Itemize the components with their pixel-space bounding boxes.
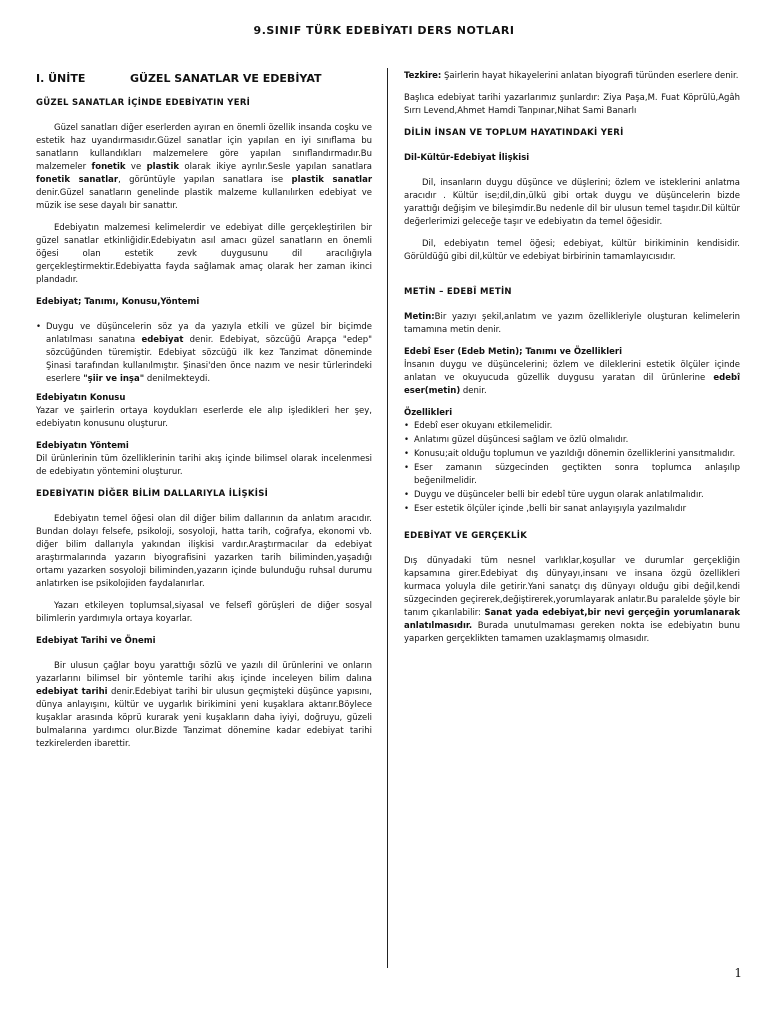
page-title: 9.SINIF TÜRK EDEBİYATI DERS NOTLARI [253, 24, 515, 37]
features-list [404, 420, 740, 516]
term-tezkire: Tezkire: [404, 71, 442, 81]
paragraph-literary-history: Bir ulusun çağlar boyu yarattığı sözlü ve yazılı dil ürünlerini ve onların yazarlarını bilimsel bir yöntemle tarihi akış içinde inceleyen bilim dalına edebiyat tarihi denir.Edebiyat tarihi bir ulusun geçmişteki düşünce yapısını, dünya anlayışını, kültür ve uygarlık birikimini yeni kuşaklara aktarır.Böylece kuşaklar arasında köprü kurarak yeni kuşakların daha iyiyi, doğruyu, güzeli bulmalarına yardımcı olur.Bizde Tanzimat dönemine kadar edebiyat tarihi tezkirelerden ibarettir. [36, 661, 372, 749]
paragraph-text-definition: Metin:Bir yazıyı şekil,anlatım ve yazım özellikleriyle oluşturan kelimelerin tamamına metin denir. [404, 312, 740, 335]
section-heading-text: METİN – EDEBÎ METİN [404, 287, 512, 297]
right-column [404, 70, 740, 655]
section-heading-definition: Edebiyat; Tanımı, Konusu,Yöntemi [36, 297, 200, 307]
subheading-features: Özellikleri [404, 408, 453, 418]
paragraph-method: Dil ürünlerinin tüm özelliklerinin tarihi akış içinde bilimsel olarak incelenmesi de edebiyatın yöntemini oluşturur. [36, 454, 372, 477]
paragraph-language-2: Dil, edebiyatın temel öğesi; edebiyat, kültür birikiminin kendisidir. Görüldüğü gibi dil,kültür ve edebiyat birbirinin tamamlayıcısıdır. [404, 239, 740, 262]
column-divider [387, 68, 388, 968]
list-item: • Anlatımı güzel düşüncesi sağlam ve özlü olmalıdır. [404, 434, 740, 447]
section-heading-other-sciences: EDEBİYATIN DİĞER BİLİM DALLARIYLA İLİŞKİSİ [36, 489, 269, 499]
page-number: 1 [734, 966, 742, 980]
paragraph-literary-work: İnsanın duygu ve düşüncelerini; özlem ve dileklerini estetik ölçüler içinde anlatan ve okuyucuda güzellik duygusu yaratan dil ürünlerine edebî eser(metin) denir. [404, 360, 740, 396]
list-item: • Konusu;ait olduğu toplumun ve yazıldığı dönemin özelliklerini yansıtmalıdır. [404, 448, 740, 461]
paragraph-fine-arts: Güzel sanatları diğer eserlerden ayıran en önemli özellik insanda coşku ve estetik haz uyandırmasıdır.Güzel sanatlar için yapılan en iyi sınıflama bu sanatların kullandıkları malzemelere göre yapılan sınıflandırmadır.Bu malzemeler fonetik ve plastik olarak ikiye ayrılır.Sesle yapılan sanatlara fonetik sanatlar, görüntüyle yapılan sanatlara ise plastik sanatlar denir.Güzel sanatların genelinde plastik malzeme kullanılırken edebiyat ve müzik ise sese dayalı bir sanattır. [36, 123, 373, 211]
paragraph-historians: Başlıca edebiyat tarihi yazarlarımız şunlardır: Ziya Paşa,M. Fuat Köprülü,Agâh Sırrı Levend,Ahmet Hamdi Tanpınar,Nihat Sami Banarlı [404, 93, 740, 116]
list-item: • Eser zamanın süzgecinden geçtikten sonra toplumca anlaşılıp beğenilmelidir. [404, 462, 740, 488]
section-heading-reality: EDEBİYAT VE GERÇEKLİK [404, 531, 528, 541]
subheading-language-culture: Dil-Kültür-Edebiyat İlişkisi [404, 153, 530, 163]
paragraph-tezkire: Tezkire: Şairlerin hayat hikayelerini anlatan biyografi türünden eserlere denir. [404, 71, 739, 81]
paragraph-subject: Yazar ve şairlerin ortaya koydukları eserlerde ele alıp işledikleri her şey, edebiyatın konusunu oluşturur. [36, 406, 372, 429]
list-item: • Duygu ve düşünceler belli bir edebî türe uygun olarak anlatılmalıdır. [404, 489, 740, 502]
unit-title: GÜZEL SANATLAR VE EDEBİYAT [130, 72, 322, 85]
paragraph-other-sciences: Edebiyatın temel öğesi olan dil diğer bilim dallarının da anlatım aracıdır. Bundan dolayı felsefe, psikoloji, sosyoloji, hatta tarih, coğrafya, ekonomi vb. diğer bilim dallarıyla yakından ilişkisi vardır.Araştırmacılar da edebiyat araştırmalarında yazarın biyografisini yazarken tarih biliminden,yaşadığı ortamı yazarken sosyoloji biliminden,yazarın içinde bulunduğu ruhsal durumu anlatırken ise psikolojiden faydalanırlar. [36, 514, 372, 589]
paragraph-language: Dil, insanların duygu düşünce ve düşlerini; özlem ve isteklerini anlatma aracıdır . Kültür ise;dil,din,ülkü gibi ortak duygu ve düşüncelerin bizde yarattığı değişim ve bileşimdir.Bu nedenle dil bir ulusun temel taşıdır.Dil kültür değerlerimizi geleceğe taşır ve edebiyatın da temel öğesidir. [404, 178, 740, 227]
section-heading-language: DİLİN İNSAN VE TOPLUM HAYATINDAKİ YERİ [404, 128, 624, 138]
subheading-subject: Edebiyatın Konusu [36, 393, 126, 403]
section-heading-literary-history: Edebiyat Tarihi ve Önemi [36, 636, 156, 646]
left-column [36, 70, 372, 760]
list-item: • Eser estetik ölçüler içinde ,belli bir sanat anlayışıyla yazılmalıdır [404, 503, 740, 516]
unit-heading [36, 72, 372, 85]
subheading-literary-work: Edebî Eser (Edeb Metin); Tanımı ve Özellikleri [404, 347, 622, 357]
list-item: • Edebî eser okuyanı etkilemelidir. [404, 420, 740, 433]
section-heading-fine-arts: GÜZEL SANATLAR İÇİNDE EDEBİYATIN YERİ [36, 98, 251, 108]
subheading-method: Edebiyatın Yöntemi [36, 441, 129, 451]
paragraph-literature-material: Edebiyatın malzemesi kelimelerdir ve edebiyat dille gerçekleştirilen bir güzel sanatlar etkinliğidir.Edebiyatın asıl amacı güzel sanatların en önemli öğesi olan estetik zevk duygusunu dil aracılığıyla gerçekleştirmektir.Edebiyatta fayda sağlamak amaç olarak her zaman ikinci plandadır. [36, 223, 372, 285]
list-item: • Duygu ve düşüncelerin söz ya da yazıyla etkili ve güzel bir biçimde anlatılması sanatına edebiyat denir. Edebiyat, sözcüğü Arapça "edep" sözcüğünden türemiştir. Edebiyat sözcüğü ilk kez Tanzimat döneminde Şinasi tarafından kullanılmıştır. Şinasi'den önce nazım ve nesir türlerindeki eserlere "şiir ve inşa" denilmekteydi. [36, 321, 372, 386]
paragraph-reality: Dış dünyadaki tüm nesnel varlıklar,koşullar ve durumlar gerçekliğin kapsamına girer.Edebiyat dış dünyayı,insanı ve insana özgü özellikleri kurmaca yoluyla dile getirir.Yani sanatçı dış dünyayı olduğu gibi değil,kendi süzgecinden geçirerek,değiştirerek,yorumlayarak anlatır.Bu paralelde şöyle bir tanım çıkarılabilir: Sanat yada edebiyat,bir nevi gerçeğin yorumlanarak anlatılmasıdır. Burada unutulmaması gereken nokta ise edebiyatın bunu yaparken gerçeklikten tamamen uzaklaşmamış olmasıdır. [404, 556, 740, 644]
definition-list [36, 321, 372, 386]
unit-number: I. ÜNİTE [36, 72, 86, 85]
paragraph-social-views: Yazarı etkileyen toplumsal,siyasal ve felsefî görüşleri de diğer sosyal bilimlerin yardımıyla ortaya koyarlar. [36, 601, 372, 624]
